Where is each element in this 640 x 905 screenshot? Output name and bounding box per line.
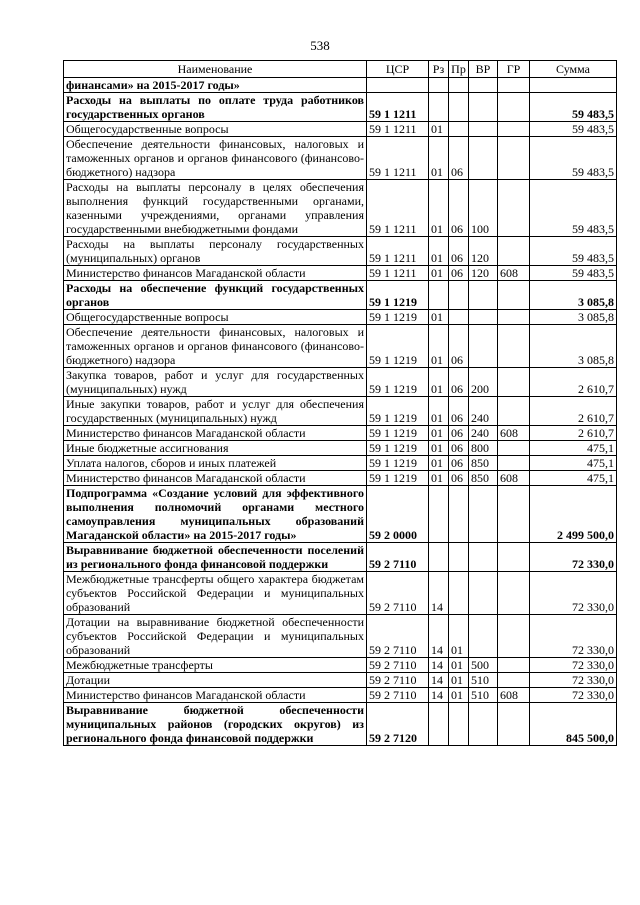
cell-name: Министерство финансов Магаданской области (64, 266, 367, 281)
header-sum: Сумма (530, 61, 617, 78)
cell-vr (469, 703, 498, 746)
cell-vr: 500 (469, 658, 498, 673)
cell-gr (498, 325, 530, 368)
cell-pr: 06 (449, 426, 469, 441)
header-name: Наименование (64, 61, 367, 78)
cell-pr (449, 310, 469, 325)
cell-csr: 59 2 0000 (367, 486, 429, 543)
cell-pr (449, 543, 469, 572)
budget-table (63, 60, 617, 746)
cell-vr (469, 310, 498, 325)
cell-sum: 72 330,0 (530, 615, 617, 658)
table-row (64, 543, 617, 572)
cell-csr: 59 1 1219 (367, 310, 429, 325)
cell-vr: 120 (469, 237, 498, 266)
cell-csr: 59 1 1219 (367, 426, 429, 441)
cell-rz (429, 93, 449, 122)
cell-vr: 100 (469, 180, 498, 237)
cell-gr (498, 658, 530, 673)
table-row (64, 237, 617, 266)
cell-pr: 06 (449, 137, 469, 180)
cell-name: Закупка товаров, работ и услуг для государственных (муниципальных) нужд (64, 368, 367, 397)
cell-vr (469, 572, 498, 615)
cell-rz: 01 (429, 266, 449, 281)
cell-sum: 59 483,5 (530, 266, 617, 281)
cell-pr (449, 486, 469, 543)
cell-pr: 06 (449, 368, 469, 397)
cell-csr: 59 1 1211 (367, 266, 429, 281)
cell-name: Расходы на выплаты по оплате труда работников государственных органов (64, 93, 367, 122)
cell-rz (429, 281, 449, 310)
cell-gr (498, 456, 530, 471)
cell-csr: 59 1 1219 (367, 281, 429, 310)
cell-name: финансами» на 2015-2017 годы» (64, 78, 367, 93)
cell-gr (498, 397, 530, 426)
cell-rz (429, 703, 449, 746)
cell-gr (498, 543, 530, 572)
cell-name: Министерство финансов Магаданской области (64, 688, 367, 703)
cell-name: Расходы на выплаты персоналу в целях обеспечения выполнения функций государственными органами, казенными учреждениями, органами управления государственными внебюджетными фондами (64, 180, 367, 237)
cell-gr (498, 137, 530, 180)
cell-rz: 01 (429, 368, 449, 397)
cell-pr: 01 (449, 673, 469, 688)
cell-pr (449, 93, 469, 122)
cell-sum: 3 085,8 (530, 281, 617, 310)
cell-vr: 240 (469, 426, 498, 441)
cell-csr: 59 2 7110 (367, 572, 429, 615)
cell-csr: 59 2 7110 (367, 673, 429, 688)
cell-vr: 850 (469, 471, 498, 486)
cell-rz: 01 (429, 456, 449, 471)
cell-pr (449, 572, 469, 615)
table-row (64, 688, 617, 703)
cell-name: Министерство финансов Магаданской области (64, 471, 367, 486)
cell-vr: 200 (469, 368, 498, 397)
cell-pr: 06 (449, 237, 469, 266)
cell-gr (498, 78, 530, 93)
cell-gr (498, 486, 530, 543)
header-vr: ВР (469, 61, 498, 78)
cell-pr (449, 78, 469, 93)
cell-gr (498, 673, 530, 688)
cell-gr (498, 180, 530, 237)
header-gr: ГР (498, 61, 530, 78)
cell-gr (498, 122, 530, 137)
cell-pr: 06 (449, 456, 469, 471)
cell-vr: 800 (469, 441, 498, 456)
cell-csr: 59 1 1219 (367, 368, 429, 397)
cell-pr (449, 281, 469, 310)
cell-csr: 59 2 7110 (367, 658, 429, 673)
cell-name: Выравнивание бюджетной обеспеченности муниципальных районов (городских округов) из регионального фонда финансовой поддержки (64, 703, 367, 746)
cell-gr (498, 703, 530, 746)
cell-vr (469, 486, 498, 543)
cell-csr: 59 1 1219 (367, 456, 429, 471)
cell-sum (530, 78, 617, 93)
cell-sum: 59 483,5 (530, 93, 617, 122)
table-header-row (64, 61, 617, 78)
cell-gr (498, 237, 530, 266)
cell-csr: 59 2 7110 (367, 543, 429, 572)
cell-sum: 59 483,5 (530, 137, 617, 180)
cell-gr (498, 368, 530, 397)
cell-name: Расходы на обеспечение функций государственных органов (64, 281, 367, 310)
cell-vr (469, 281, 498, 310)
table-row (64, 615, 617, 658)
table-row (64, 180, 617, 237)
cell-rz: 14 (429, 688, 449, 703)
cell-gr (498, 441, 530, 456)
cell-sum: 72 330,0 (530, 572, 617, 615)
cell-pr: 06 (449, 180, 469, 237)
cell-vr (469, 137, 498, 180)
cell-pr: 06 (449, 266, 469, 281)
cell-sum: 72 330,0 (530, 658, 617, 673)
cell-pr: 06 (449, 471, 469, 486)
cell-name: Межбюджетные трансферты (64, 658, 367, 673)
cell-sum: 2 499 500,0 (530, 486, 617, 543)
cell-vr (469, 325, 498, 368)
cell-name: Дотации на выравнивание бюджетной обеспеченности субъектов Российской Федерации и муниципальных образований (64, 615, 367, 658)
cell-rz: 14 (429, 572, 449, 615)
cell-vr: 850 (469, 456, 498, 471)
cell-rz: 01 (429, 180, 449, 237)
cell-vr (469, 93, 498, 122)
cell-gr (498, 310, 530, 325)
cell-gr: 608 (498, 471, 530, 486)
cell-rz: 01 (429, 325, 449, 368)
table-row (64, 456, 617, 471)
cell-csr: 59 1 1211 (367, 122, 429, 137)
cell-sum: 845 500,0 (530, 703, 617, 746)
cell-rz (429, 543, 449, 572)
cell-csr (367, 78, 429, 93)
cell-sum: 59 483,5 (530, 237, 617, 266)
cell-name: Министерство финансов Магаданской области (64, 426, 367, 441)
cell-sum: 72 330,0 (530, 688, 617, 703)
cell-name: Межбюджетные трансферты общего характера бюджетам субъектов Российской Федерации и муниципальных образований (64, 572, 367, 615)
header-pr: Пр (449, 61, 469, 78)
cell-name: Расходы на выплаты персоналу государственных (муниципальных) органов (64, 237, 367, 266)
cell-sum: 72 330,0 (530, 673, 617, 688)
cell-csr: 59 1 1211 (367, 93, 429, 122)
cell-pr: 06 (449, 441, 469, 456)
table-row (64, 471, 617, 486)
table-row (64, 673, 617, 688)
cell-vr (469, 543, 498, 572)
cell-gr: 608 (498, 266, 530, 281)
cell-name: Уплата налогов, сборов и иных платежей (64, 456, 367, 471)
page-number: 538 (310, 38, 330, 53)
cell-name: Дотации (64, 673, 367, 688)
cell-rz (429, 486, 449, 543)
cell-vr (469, 615, 498, 658)
cell-sum: 2 610,7 (530, 368, 617, 397)
cell-csr: 59 2 7110 (367, 615, 429, 658)
cell-rz: 01 (429, 137, 449, 180)
table-row (64, 397, 617, 426)
cell-rz: 01 (429, 122, 449, 137)
cell-vr: 510 (469, 673, 498, 688)
cell-rz: 01 (429, 397, 449, 426)
cell-rz: 14 (429, 615, 449, 658)
cell-pr (449, 703, 469, 746)
cell-rz: 14 (429, 658, 449, 673)
table-row (64, 658, 617, 673)
cell-pr: 06 (449, 325, 469, 368)
cell-vr: 120 (469, 266, 498, 281)
cell-gr (498, 281, 530, 310)
cell-vr (469, 78, 498, 93)
cell-name: Обеспечение деятельности финансовых, налоговых и таможенных органов и органов финансового (финансово-бюджетного) надзора (64, 325, 367, 368)
cell-pr: 01 (449, 615, 469, 658)
cell-sum: 3 085,8 (530, 325, 617, 368)
table-row (64, 426, 617, 441)
cell-gr (498, 572, 530, 615)
cell-rz (429, 78, 449, 93)
cell-gr (498, 93, 530, 122)
cell-vr: 240 (469, 397, 498, 426)
cell-csr: 59 1 1219 (367, 325, 429, 368)
table-row (64, 266, 617, 281)
table-row (64, 368, 617, 397)
table-row (64, 572, 617, 615)
cell-csr: 59 1 1219 (367, 397, 429, 426)
cell-name: Иные закупки товаров, работ и услуг для обеспечения государственных (муниципальных) нужд (64, 397, 367, 426)
table-row (64, 310, 617, 325)
cell-csr: 59 1 1211 (367, 137, 429, 180)
cell-rz: 01 (429, 426, 449, 441)
cell-sum: 59 483,5 (530, 122, 617, 137)
cell-sum: 475,1 (530, 471, 617, 486)
cell-csr: 59 2 7110 (367, 688, 429, 703)
table-row (64, 486, 617, 543)
cell-rz: 14 (429, 673, 449, 688)
table-row (64, 325, 617, 368)
cell-gr: 608 (498, 688, 530, 703)
table-row (64, 703, 617, 746)
cell-sum: 2 610,7 (530, 397, 617, 426)
cell-pr (449, 122, 469, 137)
cell-rz: 01 (429, 471, 449, 486)
cell-name: Общегосударственные вопросы (64, 122, 367, 137)
table-row (64, 441, 617, 456)
cell-name: Обеспечение деятельности финансовых, налоговых и таможенных органов и органов финансового (финансово-бюджетного) надзора (64, 137, 367, 180)
cell-csr: 59 1 1211 (367, 237, 429, 266)
cell-sum: 475,1 (530, 456, 617, 471)
cell-sum: 59 483,5 (530, 180, 617, 237)
cell-csr: 59 1 1211 (367, 180, 429, 237)
cell-sum: 3 085,8 (530, 310, 617, 325)
cell-pr: 06 (449, 397, 469, 426)
cell-rz: 01 (429, 237, 449, 266)
cell-gr (498, 615, 530, 658)
cell-vr (469, 122, 498, 137)
cell-csr: 59 2 7120 (367, 703, 429, 746)
cell-sum: 72 330,0 (530, 543, 617, 572)
cell-gr: 608 (498, 426, 530, 441)
cell-sum: 475,1 (530, 441, 617, 456)
cell-sum: 2 610,7 (530, 426, 617, 441)
cell-vr: 510 (469, 688, 498, 703)
cell-pr: 01 (449, 658, 469, 673)
table-row (64, 137, 617, 180)
header-csr: ЦСР (367, 61, 429, 78)
header-rz: Рз (429, 61, 449, 78)
cell-rz: 01 (429, 441, 449, 456)
table-row (64, 93, 617, 122)
cell-csr: 59 1 1219 (367, 471, 429, 486)
cell-csr: 59 1 1219 (367, 441, 429, 456)
cell-name: Общегосударственные вопросы (64, 310, 367, 325)
cell-name: Выравнивание бюджетной обеспеченности поселений из регионального фонда финансовой поддержки (64, 543, 367, 572)
cell-name: Иные бюджетные ассигнования (64, 441, 367, 456)
cell-rz: 01 (429, 310, 449, 325)
cell-name: Подпрограмма «Создание условий для эффективного выполнения полномочий органами местного самоуправления муниципальных образований Магаданской области» на 2015-2017 годы» (64, 486, 367, 543)
cell-pr: 01 (449, 688, 469, 703)
table-row (64, 281, 617, 310)
table-row (64, 122, 617, 137)
table-row (64, 78, 617, 93)
